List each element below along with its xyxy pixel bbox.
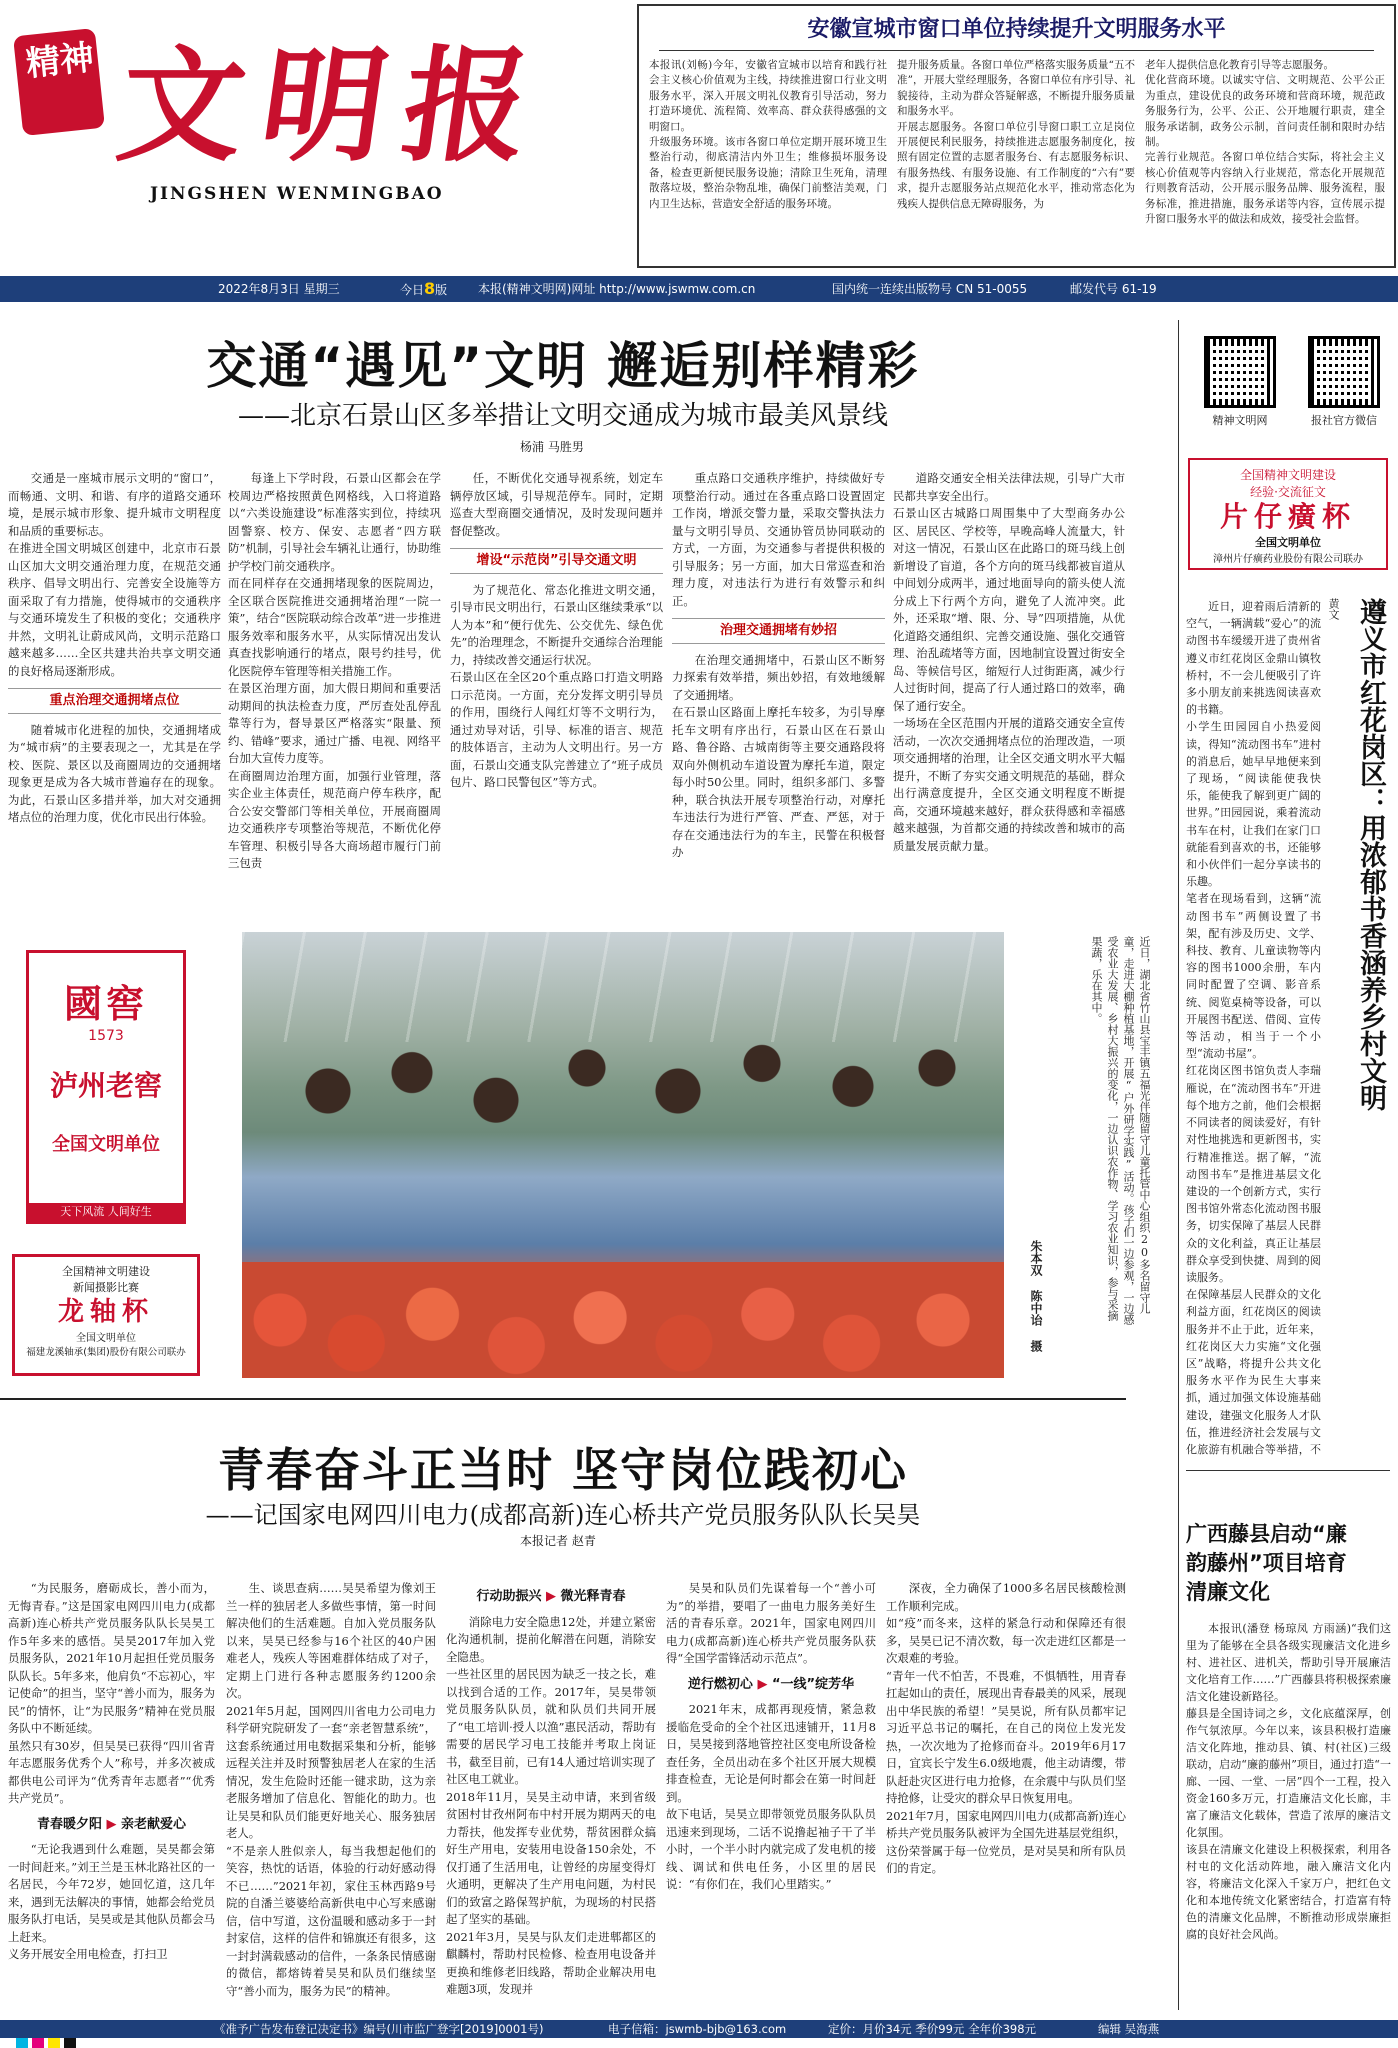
lead-col3 <box>450 470 663 888</box>
photo-credit: 朱本双 陈中诒 摄 <box>1029 1240 1043 1352</box>
second-sub2a: 行动助振兴 <box>476 1589 542 1604</box>
top-article-rule <box>659 50 1374 51</box>
second-sub2b: 微光释青春 <box>560 1589 626 1604</box>
second-subtitle: ——记国家电网四川电力(成都高新)连心桥共产党员服务队队长吴昊 <box>205 1501 921 1529</box>
color-swatch-yellow <box>48 2038 60 2048</box>
info-pages-num: 8 <box>424 279 436 298</box>
ad-guojiao-brand: 國窖 <box>63 982 148 1026</box>
masthead-pinyin: JINGSHEN WENMINGBAO <box>150 184 444 204</box>
ad-guojiao-year: 1573 <box>88 1028 124 1044</box>
color-swatch-black <box>64 2038 76 2048</box>
top-article-col3: 老年人提供信息化教育引导等志愿服务。 优化营商环境。以诚实守信、文明规范、公平公正为重点，建设优良的政务环境和营商环境，规范政务服务行为，公平、公正、公开地履行职责，建全服务承诺制，政务公示制，首问责任制和限时办结制。 完善行业规范。各窗口单位结合实际，将社会主义核心价值观等内容纳入行业规范，常态化开展规范行则教育活动，公开展示服务品牌、服务流程，服务标准，推进措施，服务承诺等内容，宣传展示提升窗口服务水平的做法和成效，接受社会监督。 <box>1145 59 1385 226</box>
ad-lz-unit: 全国文明单位 <box>76 1333 136 1344</box>
qr-code-website[interactable] <box>1204 336 1276 408</box>
second-title: 青春奋斗正当时 坚守岗位践初心 <box>217 1443 908 1497</box>
lead-col1 <box>8 470 221 888</box>
info-website[interactable]: 本报(精神文明网)网址 http://www.jswmw.com.cn <box>478 282 756 296</box>
play-icon-1: ▶ <box>106 1816 117 1832</box>
ad-pianzaihuang[interactable] <box>1188 458 1388 570</box>
qr-code-wechat[interactable] <box>1308 336 1380 408</box>
ad-lz-brand: 龙轴杯 <box>57 1297 154 1327</box>
side-article-title: 遵义市红花岗区：用浓郁书香涵养乡村文明 <box>1355 598 1386 1111</box>
second-sub3b: “一线”绽芳华 <box>771 1676 855 1692</box>
second-col1b-text: “无论我遇到什么难题，吴昊都会第一时间赶来。”刘王兰是玉林北路社区的一名居民，今年72岁，她回忆道，这几年来，遇到无法解决的事情，她都会给党员服务队打电话，吴昊或是其他队员都会马上赶来。 义务开展安全用电检查，打扫卫 <box>8 1842 215 1961</box>
color-swatch-magenta <box>32 2038 44 2048</box>
ad-pzh-line2: 经验·交流征文 <box>1250 485 1326 499</box>
second-subhead-1 <box>8 1816 215 1834</box>
info-date: 2022年8月3日 星期三 <box>218 282 340 296</box>
second-col4 <box>666 1580 876 2008</box>
second-col4-text: 吴昊和队员们先谋着每一个“善小可为”的举措，要唱了一曲电力服务美好生活的青春乐章。2021年，国家电网四川电力(成都高新)连心桥共产党员服务队获得“全国学雷锋活动示范点”。 <box>666 1581 876 1665</box>
play-icon-2: ▶ <box>546 1589 556 1604</box>
photo-children <box>272 1022 972 1252</box>
second-byline: 本报记者 赵青 <box>520 1534 596 1548</box>
lead-byline: 杨浦 马胜男 <box>520 440 584 454</box>
masthead-logo-small: 精神 <box>24 37 96 85</box>
section-divider <box>0 1398 1126 1400</box>
second-col2: 生、谈思查病……吴昊希望为像刘王兰一样的独居老人多做些事情，第一时间解决他们的生活难题。自加入党员服务队以来，吴昊已经参与16个社区的40户困难老人，残疾人等困难群体结成了对子，定期上门进行各种志愿服务约1200余次。 2021年5月起，国网四川省电力公司电力科学研究院研发了一套“亲老智慧系统”，这套系统通过用电数据采集和分析，能够远程关注并及时预警独居老人在家的生活情况，发生危险时还能一键求助，这为亲老服务增加了信息化、智能化的助力。也让吴昊和队员们能更好地关心、服务独居老人。 “不是亲人胜似亲人，每当我想起他们的笑容，热忱的话语，体验的行动好感动得不已……”2021年初，家住玉林西路9号院的自潘兰婆婆给高新供电中心写来感谢信，信中写道，这份温暖和感动多于一封封家信，这样的信件和锦旗还有很多，这一封封满载感动的信件，一条条民情感谢的微信，都熔铸着吴昊和队员们继续坚守“善小而为，服务为民”的精神。 <box>226 1581 436 1998</box>
lead-title: 交通“遇见”文明 邂逅别样精彩 <box>206 337 920 395</box>
info-pages-suffix: 版 <box>435 283 448 297</box>
masthead-logo: 文明报 <box>109 34 557 179</box>
ad-pzh-company: 漳州片仔癀药业股份有限公司联办 <box>1213 554 1363 565</box>
photo-tomatoes <box>242 1262 1004 1378</box>
second-col4b-text: 2021年末，成都再现疫情，紧急救援临危受命的全个社区迅速铺开，11月8日，吴昊接到落地管控社区变电所设备检查任务，全员出动在多个社区开展大规模排查检查，无论是何时都会在第一时间赶到。 故下电话，吴昊立即带领党员服务队队员迅速来到现场，二话不说撸起袖子干了半小时，一个半小时内就完成了发电机的接线、调试和供电任务，小区里的居民说：“有你们在，我们心里踏实。” <box>666 1702 876 1891</box>
second-sub1b: 亲老献爱心 <box>121 1816 187 1832</box>
ad-pzh-brand: 片仔癀杯 <box>1219 500 1356 533</box>
top-article-title: 安徽宣城市窗口单位持续提升文明服务水平 <box>807 17 1226 42</box>
lead-subhead-2: 增设“示范岗”引导交通文明 <box>450 548 663 574</box>
photo-main <box>242 932 1004 1378</box>
second-col1-text: “为民服务，磨砺成长，善小而为，无悔青春。”这是国家电网四川电力(成都高新)连心桥共产党员服务队队长吴昊工作5年多来的感悟。吴昊2017年加入党员服务队，2021年10月起担任党员服务队队长。5年多来，他肩负“不忘初心，牢记使命”的担当，坚守“善小而为，服务为民”的情怀，让“为民服务”精神在党员服务队中不断延续。 虽然只有30岁，但吴昊已获得“四川省青年志愿服务优秀个人”称号，并多次被成都供电公司评为“优秀青年志愿者”“优秀共产党员”。 <box>8 1581 215 1805</box>
lead-col4-text: 重点路口交通秩序维护，持续做好专项整治行动。通过在各重点路口设置固定工作岗，增派交警力量，采取交警执法力量与文明引导员、交通协管员协同联动的方式，一方面，为交通参与者提供积极的引导服务；另一方面，加大日常巡查和治理力度，对违法行为进行有效警示和纠正。 <box>672 471 885 608</box>
lead-subtitle: ——北京石景山区多举措让文明交通成为城市最美风景线 <box>237 401 888 431</box>
lead-col4 <box>672 470 885 888</box>
right-col-divider <box>1178 320 1179 2010</box>
guangxi-body: 本报讯(潘登 杨琼凤 方雨涵)“我们这里为了能够在全县各级实现廉洁文化进乡村、进社区、进机关，帮助引导开展廉洁文化培育工作……”广西藤县将积极探索廉洁文化建设新路径。 藤县是全国诗词之乡，文化底蕴深厚，创作气氛浓厚。今年以来，该县积极打造廉洁文化阵地，推动县、镇、村(社区)三级联动，启动“廉韵藤州”项目，通过打造“一廊、一园、一堂、一居”四个一工程，投入资金160多万元，打造廉洁文化长廊，丰富了廉洁文化载体，营造了浓厚的廉洁文化氛围。 该县在清廉文化建设上积极探索，利用各村屯的文化活动阵地，融入廉洁文化内容，将廉洁文化深入千家万户，把红色文化和本地传统文化紧密结合，打造富有特色的清廉文化品牌，不断推动形成崇廉拒腐的良好社会风尚。 <box>1186 1622 1391 1941</box>
info-pages-prefix: 今日 <box>400 283 425 297</box>
ad-pzh-unit: 全国文明单位 <box>1255 536 1321 549</box>
qr-label-website: 精神文明网 <box>1212 414 1268 427</box>
ad-lz-company: 福建龙溪轴承(集团)股份有限公司联办 <box>26 1347 186 1358</box>
footer-editor: 编辑 吴海燕 <box>1098 2022 1160 2036</box>
info-pages <box>400 276 447 303</box>
second-col3-text: 消除电力安全隐患12处，并建立紧密化沟通机制，提前化解潜在问题，消除安全隐患。 一些社区里的居民因为缺乏一技之长，难以找到合适的工作。2017年，吴昊带领党员服务队队员，就和队员们共同开展了“电工培训·授人以渔”惠民活动，帮助有需要的居民学习电工技能并考取上岗证书，截至目前，已有14人通过培训实现了社区电工就业。 2018年11月，吴昊主动申请，来到省级贫困村甘孜州阿布中村开展为期两天的电力帮扶，他发挥专业优势，帮贫困群众搞好生产用电，安装用电设备150余处，不仅打通了生活用电，让曾经的房屋变得灯火通明，更解决了生产用电问题，为村民们的致富之路保驾护航，为现场的村民搭起了坚实的基础。 2021年3月，吴昊与队友们走进郫都区的麒麟村，帮助村民检修、检查用电设备并更换和维修老旧线路，帮助企业解决用电难题3项，发现并 <box>446 1614 656 1996</box>
second-sub1a: 青春暖夕阳 <box>36 1816 102 1832</box>
footer-email[interactable]: 电子信箱：jswmb-bjb@163.com <box>608 2022 787 2036</box>
ad-longzhou[interactable] <box>12 1254 200 1376</box>
top-article-col2: 提升服务质量。各窗口单位严格落实服务质量“五不准”，开展大堂经理服务，各窗口单位有序引导、礼貌接待，主动为群众答疑解惑，不断提升服务质量和服务水平。 开展志愿服务。各窗口单位引导窗口职工立足岗位开展便民利民服务，持续推进志愿服务制度化，按照有固定位置的志愿者服务台、有志愿服务标识、有服务热线、有服务设施、有工作制度的“六有”要求，提升志愿服务站点规范化水平，推动常态化为残疾人提供信息无障碍服务，为 <box>897 59 1135 210</box>
ad-guojiao[interactable] <box>26 950 186 1224</box>
info-postcode: 邮发代号 61-19 <box>1070 282 1157 296</box>
footer-license: 《准予广告发布登记决定书》编号(川市监广登字[2019]0001号) <box>214 2022 544 2036</box>
lead-col4b-text: 在治理交通拥堵中，石景山区不断努力探索有效举措，频出妙招，有效地缓解了交通拥堵。 在石景山区路面上摩托车较多，为引导摩托车文明有序出行，石景山区在石景山路、鲁谷路、古城南街等主要交通路段将双向外侧机动车道设置为摩托车道，限定每小时50公里。同时，组织多部门、多警种，联合执法开展专项整治行动，对摩托车违法行为进行严管、严查、严惩，对于存在交通违法行为的车主，民警在积极督办 <box>672 652 885 859</box>
second-subhead-2 <box>446 1588 656 1606</box>
side-article-body: 近日，迎着雨后清新的空气，一辆满载“爱心”的流动图书车缓缓开进了贵州省遵义市红花岗区金鼎山镇牧桥村，不一会儿便吸引了许多小朋友前来挑选阅读喜欢的书籍。 小学生田园园自小热爱阅读，得知“流动图书车”进村的消息后，她早早地便来到了现场，“阅读能使我快乐，能使我了解到更广阔的世界。”田园园说，乘着流动书车在村，让我们在家门口就能看到喜欢的书，还能够和小伙伴们一起分享读书的乐趣。 笔者在现场看到，这辆“流动图书车”两侧设置了书架，配有涉及历史、文学、科技、教育、儿童读物等内容的图书1000余册，车内同时配置了空调、影音系统、阅览桌椅等设备，可以开展图书配送、借阅、宣传等活动，相当于一个小型“流动书屋”。 红花岗区图书馆负责人李瑞雁说，在“流动图书车”开进每个地方之前，他们会根据不同读者的阅读爱好，有针对性地挑选和更新图书，实行精准推送。据了解，“流动图书车”是推进基层文化建设的一个创新方式，实行图书馆外常态化流动图书服务，切实保障了基层人民群众的文化利益，真正让基层群众享受到快捷、周到的阅读服务。 在保障基层人民群众的文化利益方面，红花岗区的阅读服务并不止于此，近年来，红花岗区大力实施“文化强区”战略，将提升公共文化服务水平作为民生大事来抓，通过加强文体设施基础建设，建强文化服务人才队伍，推进经济社会发展与文化旅游有机融合等举措，不 <box>1186 600 1321 1456</box>
play-icon-3: ▶ <box>757 1676 768 1692</box>
lead-subhead-1: 重点治理交通拥堵点位 <box>8 688 221 714</box>
top-article-col1: 本报讯(刘畅)今年，安徽省宣城市以培育和践行社会主义核心价值观为主线，持续推进窗口行业文明服务水平，深入开展文明礼仪教育引导活动，努力打造环境优、流程简、效率高、群众获得感强的文明窗口。 升级服务环境。该市各窗口单位定期开展环境卫生整治行动，彻底清洁内外卫生；维修损坏服务设备，检查更新便民服务设施；清除卫生死角，清理散落垃圾，整治杂物乱堆，确保门前整洁美观，门内卫生达标，营造安全舒适的服务环境。 <box>649 59 887 210</box>
qr-label-wechat: 报社官方微信 <box>1311 414 1377 427</box>
second-subhead-3 <box>666 1676 876 1694</box>
footer-bar <box>0 2020 1398 2038</box>
color-swatch-cyan <box>16 2038 28 2048</box>
guangxi-title: 广西藤县启动“廉韵藤州”项目培育清廉文化 <box>1186 1522 1347 1604</box>
lead-col3b-text: 为了规范化、常态化推进文明交通，引导市民文明出行，石景山区继续秉承“以人为本”和“便行优先、公交优先、绿色优先”的治理理念，不断提升交通综合治理能力，持续改善交通运行状况。 石景山区在全区20个重点路口打造文明路口示范岗。一方面，充分发挥文明引导员的作用，围绕行人闯红灯等不文明行为，通过劝导对话，引导、标准的语言、规范的肢体语言，主动为人文明出行。另一方面，石景山交通支队完善建立了“班子成员包片、路口民警包区”等方式。 <box>450 582 663 789</box>
ad-lz-line1: 全国精神文明建设 <box>62 1265 150 1278</box>
info-bar <box>0 276 1398 302</box>
ad-guojiao-slogan: 天下风流 人间好生 <box>29 1203 183 1221</box>
footer-price: 定价：月价34元 季价99元 全年价398元 <box>828 2022 1037 2036</box>
ad-lz-line2: 新闻摄影比赛 <box>73 1281 139 1294</box>
lead-col1-text: 交通是一座城市展示文明的“窗口”，而畅通、文明、和谐、有序的道路交通环境，是展示城市形象、提升城市文明程度和品质的重要标志。 在推进全国文明城区创建中，北京市石景山区加大文明交通治理力度，在规范交通秩序、倡导文明出行、完善安全设施等方面采取了有力措施，使得城市的交通秩序与交通环境发生了积极的变化；交通秩序井然，文明礼让蔚成风尚，文明示范路口越来越多……全区共建共治共享文明交通的良好格局逐渐形成。 <box>8 471 221 678</box>
photo-caption: 近日，湖北省竹山县宝丰镇五福光伴随留守儿童托管中心组织20多名留守儿童，走进大棚种植基地，开展“户外研学实践”活动。孩子们一边参观，一边感受农业大发展、乡村大振兴的变化，一边认识农作物、学习农业知识，参与采摘果蔬，乐在其中。 <box>1090 936 1151 1325</box>
lead-col3-text: 任，不断优化交通导视系统，划定车辆停放区域，引导规范停车。同时，定期巡查大型商圈交通情况，及时发现问题并督促整改。 <box>450 471 663 538</box>
info-issn: 国内统一连续出版物号 CN 51-0055 <box>832 282 1028 296</box>
ad-guojiao-company: 泸州老窖 <box>49 1069 162 1102</box>
second-col1 <box>8 1580 215 2008</box>
ad-pzh-line1: 全国精神文明建设 <box>1239 468 1336 482</box>
ad-guojiao-unit: 全国文明单位 <box>52 1134 160 1155</box>
guangxi-rule <box>1186 1470 1390 1471</box>
side-article-byline: 黄文 <box>1327 598 1340 620</box>
lead-col2: 每逢上下学时段，石景山区都会在学校周边严格按照黄色网格线，入口将道路以“六类设施建设”标准落实到位，持续巩固警察、校方、保安、志愿者“四方联防”机制，引导社会车辆礼让通行，协助维护学校门前交通秩序。 而在同样存在交通拥堵现象的医院周边，全区联合医院推进交通拥堵治理“一院一策”，结合“医院联动综合改革”进一步推进服务效率和服务水平，从实际情况出发认真查找影响通行的堵点，限号约挂号，优化医院停车管理等相关措施工作。 在景区治理方面，加大假日期间和重要活动期间的执法检查力度，严厉查处乱停乱靠等行为，督导景区严格落实“限量、预约、错峰”要求，通过广播、电视、网络平台加大宣传力度等。 在商圈周边治理方面，加强行业管理，落实企业主体责任，规范商户停车秩序，配合公安交警部门等相关单位，开展商圈周边交通秩序专项整治等规范，不断优化停车管理、积极引导各大商场超市履行门前三包责 <box>228 471 441 870</box>
lead-col5: 道路交通安全相关法律法规，引导广大市民都共享安全出行。 石景山区古城路口周围集中了大型商务办公区、居民区、学校等，早晚高峰人流量大，针对这一情况，石景山区在此路口的斑马线上创新增设了盲道，各个方向的斑马线都被盲道从中间划分成两半，通过地面导向的箭头使人流分成上下行两个方向，避免了人流冲突。此外，还采取“增、限、分、导”四项措施，从优化道路交通组织、完善交通设施、强化交通管理、治乱疏堵等方面，因地制宜设置过街安全岛、等候信号区，缩短行人过街距离，减少行人过街时间，提高了行人通过路口的效率，确保了通行安全。 一场场在全区范围内开展的道路交通安全宣传活动，一次次交通拥堵点位的治理改造，一项项交通拥堵的治理，让全区交通文明水平大幅提升，不断了夯实交通文明规范的基础，群众出行满意度提升，全区交通文明程度不断提高，交通环境越来越好，群众获得感和幸福感越来越强，为首都交通的持续改善和城市的高质量发展贡献力量。 <box>893 471 1125 853</box>
second-col5: 深夜，全力确保了1000多名居民核酸检测工作顺利完成。 如“疫”而冬来，这样的紧急行动和保障还有很多，吴昊已记不清次数，每一次走进红区都是一次艰难的考验。 “青年一代不怕苦，不畏难，不惧牺牲，用青春扛起如山的责任，展现出青春最美的风采，展现出中华民族的希望！”吴昊说，所有队员都牢记习近平总书记的嘱托，在自己的岗位上发光发热，一次次地为了抢修而奋斗。2019年6月17日，宜宾长宁发生6.0级地震，他主动请缨，带队赶赴灾区进行电力抢修，在余震中与队员们坚持抢修，让受灾的群众早日恢复用电。 2021年7月，国家电网四川电力(成都高新)连心桥共产党员服务队被评为全国先进基层党组织，这份荣誉属于每一位党员，是对吴昊和所有队员们的肯定。 <box>886 1581 1126 1875</box>
second-sub3a: 逆行燃初心 <box>687 1676 753 1692</box>
lead-subhead-3: 治理交通拥堵有妙招 <box>672 618 885 644</box>
second-col3 <box>446 1580 656 2008</box>
lead-col1b-text: 随着城市化进程的加快，交通拥堵成为“城市病”的主要表现之一，尤其是在学校、医院、景区以及商圈周边的交通拥堵现象更是成为各大城市普遍存在的现象。为此，石景山区多措并举，加大对交通拥堵点位的治理力度，优化市民出行体验。 <box>8 722 221 824</box>
top-article-box <box>637 4 1396 268</box>
masthead <box>0 0 636 210</box>
